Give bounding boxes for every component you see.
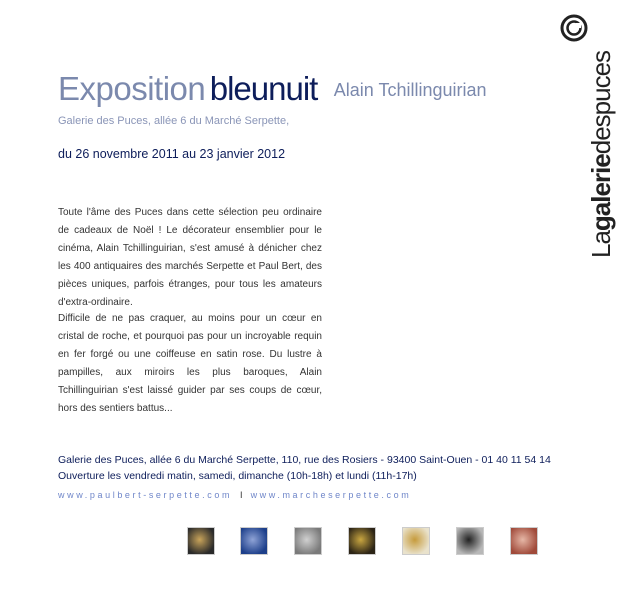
- thumb-3[interactable]: [294, 527, 322, 555]
- address-block: [58, 452, 551, 484]
- title-bleu: bleu: [209, 70, 269, 107]
- thumb-2[interactable]: [240, 527, 268, 555]
- brand-logo-icon: [560, 14, 588, 42]
- link-paulbert-serpette[interactable]: www.paulbert-serpette.com: [58, 490, 233, 500]
- venue-subtitle: Galerie des Puces, allée 6 du Marché Serpette,: [58, 115, 290, 127]
- link-separator: I: [240, 490, 243, 500]
- thumb-1[interactable]: [187, 527, 215, 555]
- address-line: Galerie des Puces, allée 6 du Marché Serpette, 110, rue des Rosiers - 93400 Saint-Ouen - 01 40 11 54 14: [58, 454, 551, 466]
- link-marcheserpette[interactable]: www.marcheserpette.com: [250, 490, 412, 500]
- brand-suffix: despuces: [586, 50, 616, 155]
- title-author: Alain Tchillinguirian: [333, 80, 487, 100]
- thumb-6[interactable]: [456, 527, 484, 555]
- brand-bold: galerie: [586, 154, 616, 232]
- opening-hours: Ouverture les vendredi matin, samedi, dimanche (10h-18h) et lundi (11h-17h): [58, 470, 417, 482]
- thumb-4[interactable]: [348, 527, 376, 555]
- exhibition-dates: du 26 novembre 2011 au 23 janvier 2012: [58, 147, 286, 161]
- links-row: [58, 490, 411, 500]
- brand-wordmark: [586, 51, 617, 258]
- title-exposition: Exposition: [58, 70, 206, 107]
- title-nuit: nuit: [268, 70, 318, 107]
- brand-prefix: La: [586, 231, 616, 258]
- exhibition-title: [58, 70, 487, 108]
- paragraph-1: Toute l'âme des Puces dans cette sélection peu ordinaire de cadeaux de Noël ! Le décorateur ensemblier pour le cinéma, Alain Tchillinguirian, s'est amusé à dénicher chez les 400 antiquaires des marchés Serpette et Paul Bert, des pièces uniques, parfois étranges, pour tous les amateurs d'extra-ordinaire.: [58, 207, 322, 308]
- paragraph-2: Difficile de ne pas craquer, au moins pour un cœur en cristal de roche, et pourquoi pas pour un incroyable requin en fer forgé ou une coiffeuse en satin rose. Du lustre à pampilles, aux miroirs les plus baroques, Alain Tchillinguirian s'est laissé guider par ses coups de cœur, hors des sentiers battus...: [58, 313, 322, 414]
- thumb-7[interactable]: [510, 527, 538, 555]
- thumbnail-strip: [0, 527, 600, 557]
- thumb-5[interactable]: [402, 527, 430, 555]
